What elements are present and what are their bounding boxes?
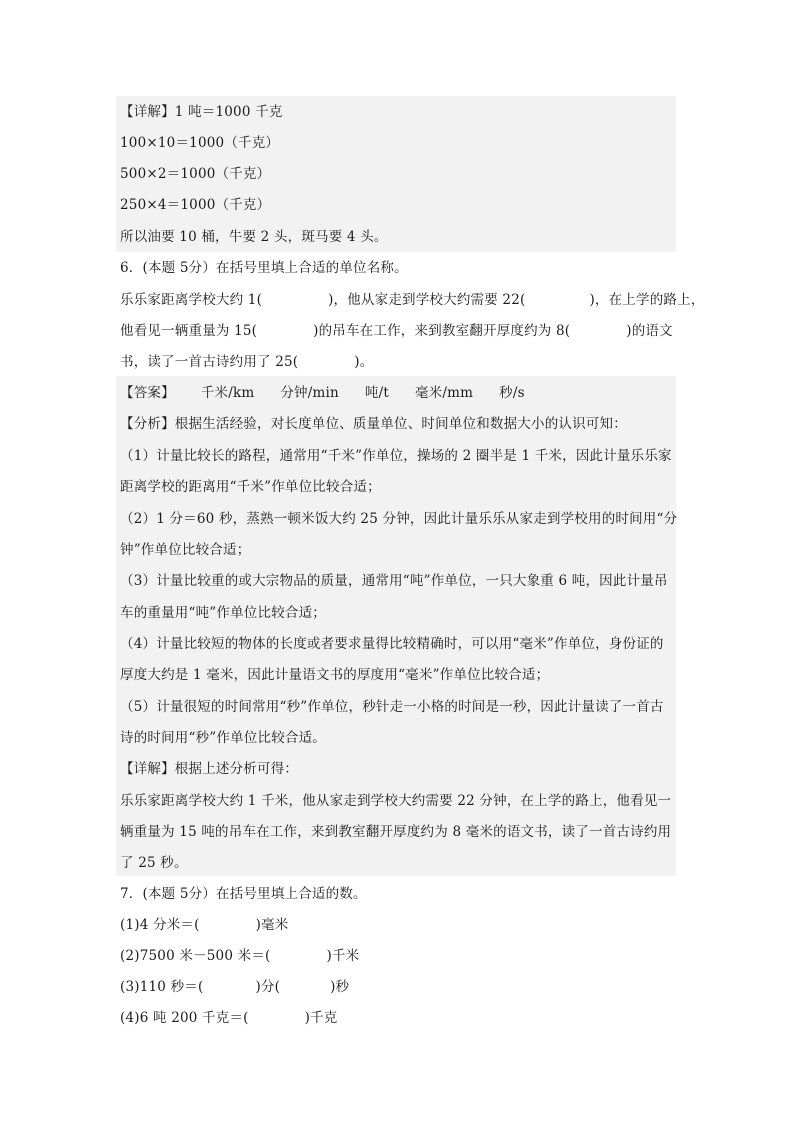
question-7-title: 7．(本题 5分）在括号里填上合适的数。 [120,886,367,902]
detail-heading: 【详解】根据上述分析可得： [120,761,299,777]
answer-line [120,383,525,403]
q7-text: (3)110 秒＝( [120,979,204,995]
analysis-heading: 【分析】根据生活经验，对长度单位、质量单位、时间单位和数据大小的认识可知： [120,416,627,432]
analysis-point-5a: （5）计量很短的时间常用“秒”作单位，秒针走一小格的时间是一秒，因此计量读了一首古 [120,699,664,715]
analysis-point-3a: （3）计量比较重的或大宗物品的质量，通常用“吨”作单位，一只大象重 6 吨，因此计量吊 [120,573,668,589]
detail-line-3: 500×2＝1000（千克） [120,166,271,182]
detail-line-2: 100×10＝1000（千克） [120,135,280,151]
q6-text: 乐乐家距离学校大约 1( [120,292,263,308]
question-6-line-2 [120,321,673,341]
question-7-item-1 [120,915,288,935]
analysis-point-1a: （1）计量比较长的路程，通常用“千米”作单位，操场的 2 圈半是 1 千米，因此计量乐乐家 [120,448,672,464]
q7-text: (2)7500 米－500 米＝( [120,948,271,964]
detail-result-3: 了 25 秒。 [120,855,188,871]
q7-text: )千克 [304,1010,338,1026]
question-6-line-1 [120,290,705,310]
detail-line-1: 【详解】1 吨＝1000 千克 [120,104,283,120]
analysis-point-4b: 厚度大约是 1 毫米，因此计量语文书的厚度用“毫米”作单位比较合适； [120,667,550,683]
q7-text: (1)4 分米＝( [120,917,200,933]
q7-text: )千米 [326,948,360,964]
q6-text: )的吊车在工作，来到教室翻开厚度约为 8( [313,323,571,339]
q6-text: 书，读了一首古诗约用了 25( [120,354,299,370]
q7-text: )秒 [330,979,350,995]
q6-text: )的语文 [626,323,673,339]
analysis-point-2b: 钟”作单位比较合适； [120,542,251,558]
answer-2: 分钟/min [280,385,339,401]
analysis-point-5b: 诗的时间用“秒”作单位比较合适。 [120,730,327,746]
question-7-item-4 [120,1008,338,1028]
answer-3: 吨/t [364,385,389,401]
q6-text: 他看见一辆重量为 15( [120,323,258,339]
answer-label: 【答案】 [120,385,175,401]
detail-result-2: 辆重量为 15 吨的吊车在工作，来到教室翻开厚度约为 8 毫米的语文书，读了一首古诗约用 [120,824,672,840]
question-6-title: 6．(本题 5分）在括号里填上合适的单位名称。 [120,260,408,276]
q7-text: )毫米 [255,917,289,933]
answer-1: 千米/km [200,385,255,401]
q7-text: )分( [255,979,281,995]
detail-line-4: 250×4＝1000（千克） [120,197,271,213]
analysis-point-2a: （2）1 分＝60 秒，蒸熟一顿米饭大约 25 分钟，因此计量乐乐从家走到学校用的时间用“分 [120,511,678,527]
q6-text: )，他从家走到学校大约需要 22( [328,292,526,308]
analysis-point-3b: 车的重量用“吨”作单位比较合适； [120,605,327,621]
answer-5: 秒/s [499,385,525,401]
question-6-line-3 [120,352,373,372]
q7-text: (4)6 吨 200 千克＝( [120,1010,249,1026]
q6-text: )。 [354,354,374,370]
analysis-point-4a: （4）计量比较短的物体的长度或者要求量得比较精确时，可以用“毫米”作单位，身份证的 [120,636,664,652]
analysis-point-1b: 距离学校的距离用“千米”作单位比较合适； [120,479,381,495]
detail-result-1: 乐乐家距离学校大约 1 千米，他从家走到学校大约需要 22 分钟，在上学的路上，他看见一 [120,793,672,809]
question-7-item-3 [120,977,349,997]
q6-text: )，在上学的路上， [589,292,705,308]
question-7-item-2 [120,946,359,966]
answer-4: 毫米/mm [414,385,474,401]
detail-conclusion: 所以油要 10 桶，牛要 2 头，斑马要 4 头。 [120,229,388,245]
